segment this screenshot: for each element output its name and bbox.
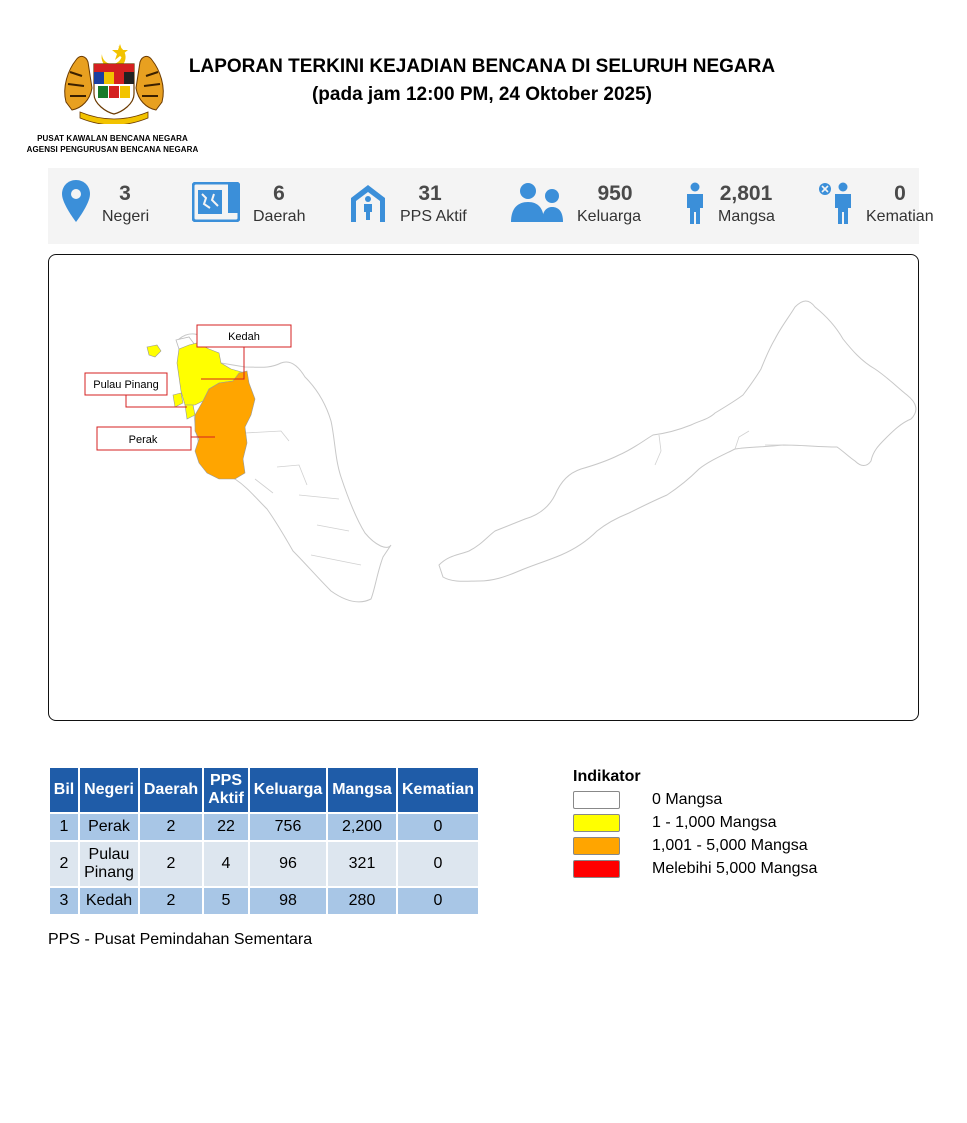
cell: 321 bbox=[328, 842, 396, 886]
stat-label: Negeri bbox=[102, 208, 150, 225]
stat-value: 31 bbox=[418, 182, 442, 205]
cell: 0 bbox=[398, 888, 478, 914]
legend-swatch bbox=[573, 814, 620, 832]
legend-label: 0 Mangsa bbox=[652, 791, 723, 808]
cell: 2,200 bbox=[328, 814, 396, 840]
stat-label: Kematian bbox=[866, 208, 934, 225]
col-pps-aktif: PPS Aktif bbox=[204, 768, 248, 812]
col-kematian: Kematian bbox=[398, 768, 478, 812]
cell: 0 bbox=[398, 842, 478, 886]
state-langkawi bbox=[147, 345, 161, 357]
family-icon bbox=[510, 182, 564, 224]
stat-value: 6 bbox=[273, 182, 285, 205]
footnote: PPS - Pusat Pemindahan Sementara bbox=[48, 931, 313, 948]
legend bbox=[573, 768, 818, 877]
legend-title: Indikator bbox=[573, 768, 641, 785]
district-map-icon bbox=[192, 182, 240, 222]
page-subtitle: (pada jam 12:00 PM, 24 Oktober 2025) bbox=[311, 84, 653, 105]
col-negeri: Negeri bbox=[80, 768, 138, 812]
stat-label: Keluarga bbox=[577, 208, 642, 225]
cell: 2 bbox=[140, 888, 202, 914]
cell: 4 bbox=[204, 842, 248, 886]
stat-value: 2,801 bbox=[719, 182, 773, 205]
cell: 3 bbox=[50, 888, 78, 914]
state-table bbox=[48, 766, 480, 916]
legend-swatch bbox=[573, 860, 620, 878]
stat-pps-aktif bbox=[346, 168, 506, 244]
malaysia-map bbox=[48, 254, 919, 721]
legend-label: Melebihi 5,000 Mangsa bbox=[652, 860, 818, 877]
legend-swatch bbox=[573, 837, 620, 855]
cell: 96 bbox=[250, 842, 326, 886]
callout-perak: Perak bbox=[128, 434, 158, 446]
location-pin-icon bbox=[62, 180, 90, 224]
stat-negeri bbox=[48, 168, 188, 244]
col-daerah: Daerah bbox=[140, 768, 202, 812]
cell: 5 bbox=[204, 888, 248, 914]
cell: 756 bbox=[250, 814, 326, 840]
cell: 2 bbox=[140, 814, 202, 840]
cell: 2 bbox=[50, 842, 78, 886]
stat-mangsa bbox=[672, 168, 812, 244]
legend-item bbox=[573, 791, 833, 809]
legend-swatch bbox=[573, 791, 620, 809]
cell: 280 bbox=[328, 888, 396, 914]
table-row bbox=[50, 888, 478, 914]
stat-daerah bbox=[188, 168, 338, 244]
cell: Pulau Pinang bbox=[80, 842, 138, 886]
stat-label: PPS Aktif bbox=[400, 208, 467, 225]
col-bil: Bil bbox=[50, 768, 78, 812]
death-icon bbox=[818, 182, 854, 224]
stat-label: Daerah bbox=[253, 208, 306, 225]
col-mangsa: Mangsa bbox=[328, 768, 396, 812]
person-icon bbox=[684, 182, 706, 224]
cell: Kedah bbox=[80, 888, 138, 914]
callout-pulau-pinang: Pulau Pinang bbox=[93, 379, 159, 391]
summary-strip bbox=[48, 168, 934, 244]
stat-value: 950 bbox=[597, 182, 633, 205]
legend-label: 1,001 - 5,000 Mangsa bbox=[652, 837, 808, 854]
legend-item bbox=[573, 837, 833, 855]
cell: Perak bbox=[80, 814, 138, 840]
borneo-outline bbox=[439, 301, 916, 581]
stat-keluarga bbox=[510, 168, 660, 244]
callout-kedah: Kedah bbox=[228, 331, 260, 343]
stat-value: 3 bbox=[119, 182, 131, 205]
shelter-icon bbox=[348, 182, 388, 222]
coat-of-arms-icon bbox=[62, 42, 166, 124]
cell: 1 bbox=[50, 814, 78, 840]
cell: 22 bbox=[204, 814, 248, 840]
stat-value: 0 bbox=[894, 182, 906, 205]
legend-item bbox=[573, 860, 833, 878]
table-row bbox=[50, 814, 478, 840]
stat-kematian bbox=[814, 168, 934, 244]
table-row bbox=[50, 842, 478, 886]
col-keluarga: Keluarga bbox=[250, 768, 326, 812]
state-pulau-pinang bbox=[173, 393, 183, 407]
agency-line-1: PUSAT KAWALAN BENCANA NEGARA bbox=[37, 134, 188, 143]
cell: 2 bbox=[140, 842, 202, 886]
legend-label: 1 - 1,000 Mangsa bbox=[652, 814, 777, 831]
stat-label: Mangsa bbox=[718, 208, 775, 225]
agency-line-2: AGENSI PENGURUSAN BENCANA NEGARA bbox=[26, 145, 199, 154]
table-header-row bbox=[50, 768, 478, 812]
cell: 98 bbox=[250, 888, 326, 914]
legend-item bbox=[573, 814, 833, 832]
cell: 0 bbox=[398, 814, 478, 840]
page-title: LAPORAN TERKINI KEJADIAN BENCANA DI SELURUH NEGARA bbox=[188, 56, 776, 77]
